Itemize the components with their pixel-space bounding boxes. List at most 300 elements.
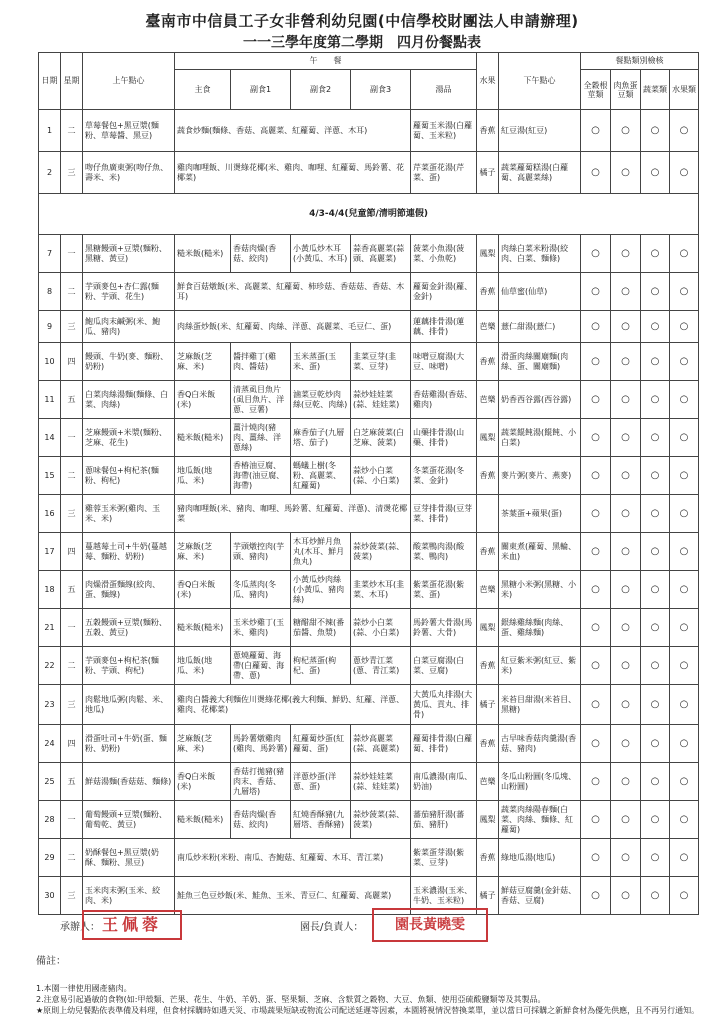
check-veg-cell: ○ (641, 343, 670, 381)
am-snack-cell: 芋頭麥包+杏仁露(麵粉、芋頭、花生) (83, 273, 175, 311)
side3-cell: 蒜炒娃娃菜(蒜、娃娃菜) (351, 763, 411, 801)
soup-cell: 蘿蔔排骨湯(白蘿蔔、排骨) (411, 725, 477, 763)
soup-cell: 蘿蔔玉米湯(白蘿蔔、玉米粒) (411, 110, 477, 152)
check-grain-cell: ○ (581, 343, 611, 381)
fruit-cell: 橘子 (477, 685, 499, 725)
check-protein-cell: ○ (611, 877, 641, 915)
holiday-cell: 4/3-4/4(兒童節/清明節連假) (39, 194, 699, 235)
col-lunch: 午 餐 (175, 53, 477, 70)
lunch-combined-cell: 豬肉咖哩飯(米、豬肉、咖哩、馬鈴薯、紅蘿蔔、洋蔥)、清燙花椰菜 (175, 495, 411, 533)
am-snack-cell: 蔥味餐包+枸杞茶(麵粉、枸杞) (83, 457, 175, 495)
fruit-cell: 香蕉 (477, 343, 499, 381)
date-cell: 28 (39, 801, 61, 839)
side3-cell: 白芝麻菠菜(白芝麻、菠菜) (351, 419, 411, 457)
main-cell: 糙米飯(糙米) (175, 419, 231, 457)
check-grain-cell: ○ (581, 763, 611, 801)
table-row (39, 381, 699, 419)
check-veg-cell: ○ (641, 763, 670, 801)
pm-snack-cell: 關東煮(蘿蔔、黑輪、米血) (499, 533, 581, 571)
check-veg-cell: ○ (641, 801, 670, 839)
am-snack-cell: 芋頭麥包+枸杞茶(麵粉、芋頭、枸杞) (83, 647, 175, 685)
side2-cell: 木耳炒鮮月魚丸(木耳、鮮月魚丸) (291, 533, 351, 571)
notes (36, 983, 706, 1016)
check-veg-cell: ○ (641, 235, 670, 273)
weekday-cell: 三 (61, 311, 83, 343)
remarks-label: 備註： (36, 956, 66, 967)
weekday-cell: 五 (61, 571, 83, 609)
side1-cell: 冬瓜蒸肉(冬瓜、豬肉) (231, 571, 291, 609)
fruit-cell: 香蕉 (477, 533, 499, 571)
table-row (39, 457, 699, 495)
weekday-cell: 三 (61, 152, 83, 194)
main-cell: 糙米飯(糙米) (175, 235, 231, 273)
pm-snack-cell: 紅豆紫米粥(紅豆、紫米) (499, 647, 581, 685)
check-veg-cell: ○ (641, 457, 670, 495)
side2-cell: 滷菜豆乾炒肉絲(豆乾、肉絲) (291, 381, 351, 419)
fruit-cell: 鳳梨 (477, 419, 499, 457)
table-row (39, 685, 699, 725)
date-cell: 24 (39, 725, 61, 763)
side2-cell: 紅燒香酥豬(九層塔、香酥豬) (291, 801, 351, 839)
check-fruitcat-cell: ○ (670, 495, 699, 533)
col-check: 餐點類別檢核 (581, 53, 699, 70)
am-snack-cell: 玉米肉末粥(玉米、絞肉、米) (83, 877, 175, 915)
soup-cell: 白菜豆腐湯(白菜、豆腐) (411, 647, 477, 685)
weekday-cell: 四 (61, 343, 83, 381)
check-veg-cell: ○ (641, 685, 670, 725)
soup-cell: 酸菜鴨肉湯(酸菜、鴨肉) (411, 533, 477, 571)
side1-cell: 香菇肉燥(香菇、絞肉) (231, 801, 291, 839)
date-cell: 17 (39, 533, 61, 571)
col-side3: 副食3 (351, 70, 411, 110)
weekday-cell: 三 (61, 877, 83, 915)
table-row (39, 609, 699, 647)
check-veg-cell: ○ (641, 495, 670, 533)
main-cell: 糙米飯(糙米) (175, 801, 231, 839)
date-cell: 1 (39, 110, 61, 152)
side3-cell: 蒜炒娃娃菜(蒜、娃娃菜) (351, 381, 411, 419)
fruit-cell: 芭樂 (477, 763, 499, 801)
check-fruitcat-cell: ○ (670, 235, 699, 273)
side1-cell: 蔥燒蘿蔔、海帶(白蘿蔔、海帶、蔥) (231, 647, 291, 685)
table-row (39, 110, 699, 152)
fruit-cell: 香蕉 (477, 273, 499, 311)
fruit-cell: 鳳梨 (477, 235, 499, 273)
check-fruitcat-cell: ○ (670, 381, 699, 419)
maker-stamp: 王佩蓉 (82, 910, 182, 940)
table-row (39, 273, 699, 311)
side1-cell: 醬拌雞丁(雞肉、醬菇) (231, 343, 291, 381)
fruit-cell: 鳳梨 (477, 801, 499, 839)
pm-snack-cell: 紅豆湯(紅豆) (499, 110, 581, 152)
weekday-cell: 四 (61, 533, 83, 571)
table-row (39, 647, 699, 685)
main-cell: 地瓜飯(地瓜、米) (175, 457, 231, 495)
side1-cell: 香椿油豆腐、海帶(油豆腐、海帶) (231, 457, 291, 495)
am-snack-cell: 草莓餐包+黑豆漿(麵粉、草莓醬、黑豆) (83, 110, 175, 152)
check-protein-cell: ○ (611, 839, 641, 877)
check-fruitcat-cell: ○ (670, 152, 699, 194)
check-veg-cell: ○ (641, 311, 670, 343)
soup-cell: 香菇雞湯(香菇、雞肉) (411, 381, 477, 419)
check-grain-cell: ○ (581, 533, 611, 571)
weekday-cell: 二 (61, 110, 83, 152)
check-fruitcat-cell: ○ (670, 419, 699, 457)
col-grain: 全穀根莖類 (581, 70, 611, 110)
soup-cell: 紫菜蛋芽湯(紫菜、豆芽) (411, 839, 477, 877)
main-cell: 香Q白米飯(米) (175, 381, 231, 419)
date-cell: 29 (39, 839, 61, 877)
fruit-cell: 芭樂 (477, 381, 499, 419)
soup-cell: 菠菜小魚湯(菠菜、小魚乾) (411, 235, 477, 273)
fruit-cell: 芭樂 (477, 311, 499, 343)
weekday-cell: 一 (61, 419, 83, 457)
check-protein-cell: ○ (611, 571, 641, 609)
pm-snack-cell: 蔬菜餛飩湯(餛飩、小白菜) (499, 419, 581, 457)
soup-cell: 馬鈴薯大骨湯(馬鈴薯、大骨) (411, 609, 477, 647)
side2-cell: 小黃瓜炒肉絲(小黃瓜、豬肉絲) (291, 571, 351, 609)
weekday-cell: 二 (61, 457, 83, 495)
side1-cell: 薑汁燒肉(豬肉、薑絲、洋蔥絲) (231, 419, 291, 457)
check-fruitcat-cell: ○ (670, 647, 699, 685)
check-protein-cell: ○ (611, 725, 641, 763)
director-stamp: 園長黃曉雯 (372, 908, 488, 942)
check-protein-cell: ○ (611, 419, 641, 457)
soup-cell: 芹菜蛋花湯(芹菜、蛋) (411, 152, 477, 194)
table-row (39, 801, 699, 839)
date-cell: 18 (39, 571, 61, 609)
check-veg-cell: ○ (641, 647, 670, 685)
check-fruitcat-cell: ○ (670, 343, 699, 381)
fruit-cell: 香蕉 (477, 839, 499, 877)
fruit-cell: 芭樂 (477, 571, 499, 609)
check-veg-cell: ○ (641, 725, 670, 763)
page-subtitle: 一一三學年度第二學期 四月份餐點表 (243, 35, 481, 51)
check-protein-cell: ○ (611, 533, 641, 571)
am-snack-cell: 饅頭、牛奶(麥、麵粉、奶粉) (83, 343, 175, 381)
soup-cell: 冬菜蛋花湯(冬菜、金針) (411, 457, 477, 495)
side1-cell: 馬鈴薯燉雞肉(雞肉、馬鈴薯) (231, 725, 291, 763)
main-cell: 香Q白米飯(米) (175, 763, 231, 801)
weekday-cell: 五 (61, 381, 83, 419)
weekday-cell: 四 (61, 725, 83, 763)
check-fruitcat-cell: ○ (670, 457, 699, 495)
check-grain-cell: ○ (581, 273, 611, 311)
check-protein-cell: ○ (611, 235, 641, 273)
side2-cell: 麻香茄子(九層塔、茄子) (291, 419, 351, 457)
check-fruitcat-cell: ○ (670, 685, 699, 725)
table-row (39, 311, 699, 343)
am-snack-cell: 奶酥餐包+黑豆漿(奶酥、麵粉、黑豆) (83, 839, 175, 877)
check-grain-cell: ○ (581, 839, 611, 877)
side1-cell: 香菇打拋豬(豬肉末、香菇、九層塔) (231, 763, 291, 801)
pm-snack-cell: 古早味香菇肉羹湯(香菇、豬肉) (499, 725, 581, 763)
lunch-combined-cell: 蔬食炒麵(麵條、香菇、高麗菜、紅蘿蔔、洋蔥、木耳) (175, 110, 411, 152)
page-title: 臺南市中信員工子女非營利幼兒園(中信學校財團法人申請辦理) (145, 12, 579, 30)
soup-cell: 蘿蔔金針湯(蘿、金針) (411, 273, 477, 311)
date-cell: 21 (39, 609, 61, 647)
pm-snack-cell: 米苔目甜湯(米苔目、黑糖) (499, 685, 581, 725)
soup-cell: 玉米濃湯(玉米、牛奶、玉米粒) (411, 877, 477, 915)
pm-snack-cell: 鮮菇豆腐羹(金針菇、香菇、豆腐) (499, 877, 581, 915)
am-snack-cell: 雞蓉玉米粥(雞肉、玉米、米) (83, 495, 175, 533)
check-veg-cell: ○ (641, 152, 670, 194)
table-row (39, 152, 699, 194)
pm-snack-cell: 冬瓜山粉圓(冬瓜塊、山粉圓) (499, 763, 581, 801)
weekday-cell: 二 (61, 839, 83, 877)
check-grain-cell: ○ (581, 381, 611, 419)
fruit-cell (477, 495, 499, 533)
soup-cell: 蕃茄豬肝湯(蕃茄、豬肝) (411, 801, 477, 839)
weekday-cell: 一 (61, 801, 83, 839)
holiday-row (39, 194, 699, 235)
side1-cell: 香菇肉燥(香菇、絞肉) (231, 235, 291, 273)
col-fruit-cat: 水果類 (670, 70, 699, 110)
col-side1: 副食1 (231, 70, 291, 110)
check-protein-cell: ○ (611, 457, 641, 495)
side2-cell: 紅蘿蔔炒蛋(紅蘿蔔、蛋) (291, 725, 351, 763)
main-cell: 芝麻飯(芝麻、米) (175, 343, 231, 381)
soup-cell: 南瓜濃湯(南瓜、奶油) (411, 763, 477, 801)
side3-cell: 蒜炒小白菜(蒜、小白菜) (351, 457, 411, 495)
side1-cell: 清蒸虱目魚片(虱目魚片、洋蔥、豆薯) (231, 381, 291, 419)
weekday-cell: 一 (61, 235, 83, 273)
soup-cell: 味噌豆腐湯(大豆、味噌) (411, 343, 477, 381)
check-fruitcat-cell: ○ (670, 311, 699, 343)
side1-cell: 芋頭燉控肉(芋頭、豬肉) (231, 533, 291, 571)
date-cell: 14 (39, 419, 61, 457)
col-am-snack: 上午點心 (83, 53, 175, 110)
weekday-cell: 三 (61, 495, 83, 533)
fruit-cell: 香蕉 (477, 457, 499, 495)
date-cell: 9 (39, 311, 61, 343)
check-grain-cell: ○ (581, 495, 611, 533)
col-weekday: 星期 (61, 53, 83, 110)
pm-snack-cell: 滑蛋肉絲關廟麵(肉絲、蛋、關廟麵) (499, 343, 581, 381)
soup-cell: 大黃瓜丸排湯(大黃瓜、貢丸、排骨) (411, 685, 477, 725)
table-header (39, 53, 699, 110)
check-protein-cell: ○ (611, 343, 641, 381)
col-protein: 肉魚蛋豆類 (611, 70, 641, 110)
am-snack-cell: 白菜肉絲湯麵(麵條、白菜、肉絲) (83, 381, 175, 419)
table-row (39, 533, 699, 571)
fruit-cell: 香蕉 (477, 647, 499, 685)
am-snack-cell: 五穀饅頭+豆漿(麵粉、五穀、黃豆) (83, 609, 175, 647)
lunch-combined-cell: 鮮食百菇燉飯(米、高麗菜、紅蘿蔔、柿珍菇、香菇菇、香菇、木耳) (175, 273, 411, 311)
check-protein-cell: ○ (611, 685, 641, 725)
lunch-combined-cell: 肉絲蛋炒飯(米、紅蘿蔔、肉絲、洋蔥、高麗菜、毛豆仁、蛋) (175, 311, 411, 343)
side2-cell: 玉米蒸蛋(玉米、蛋) (291, 343, 351, 381)
side3-cell: 蒜香高麗菜(蒜頭、高麗菜) (351, 235, 411, 273)
check-grain-cell: ○ (581, 235, 611, 273)
am-snack-cell: 蔓越莓土司+牛奶(蔓越莓、麵粉、奶粉) (83, 533, 175, 571)
fruit-cell: 橘子 (477, 152, 499, 194)
check-grain-cell: ○ (581, 647, 611, 685)
lunch-combined-cell: 鮭魚三色豆炒飯(米、鮭魚、玉米、青豆仁、紅蘿蔔、高麗菜) (175, 877, 411, 915)
check-protein-cell: ○ (611, 647, 641, 685)
check-grain-cell: ○ (581, 609, 611, 647)
side2-cell: 枸杞蒸蛋(枸杞、蛋) (291, 647, 351, 685)
check-veg-cell: ○ (641, 419, 670, 457)
table-row (39, 839, 699, 877)
table-row (39, 877, 699, 915)
check-veg-cell: ○ (641, 877, 670, 915)
am-snack-cell: 葡萄饅頭+豆漿(麵粉、葡萄乾、黃豆) (83, 801, 175, 839)
pm-snack-cell: 綠地瓜湯(地瓜) (499, 839, 581, 877)
am-snack-cell: 鮮菇湯麵(香菇菇、麵條) (83, 763, 175, 801)
check-veg-cell: ○ (641, 381, 670, 419)
check-protein-cell: ○ (611, 311, 641, 343)
side2-cell: 洋蔥炒蛋(洋蔥、蛋) (291, 763, 351, 801)
side3-cell: 蒜炒小白菜(蒜、小白菜) (351, 609, 411, 647)
main-cell: 芝麻飯(芝麻、米) (175, 725, 231, 763)
date-cell: 30 (39, 877, 61, 915)
main-cell: 地瓜飯(地瓜、米) (175, 647, 231, 685)
note-2: 2.注意易引起過敏的食物(如:甲殼類、芒果、花生、牛奶、羊奶、蛋、堅果類、芝麻、含麩質之穀物、大豆、魚類、使用亞硫酸鹽類等及其製品。 (36, 995, 546, 1004)
date-cell: 8 (39, 273, 61, 311)
side2-cell: 糖醋甜不辣(番茄醬、魚漿) (291, 609, 351, 647)
check-protein-cell: ○ (611, 152, 641, 194)
fruit-cell: 香蕉 (477, 110, 499, 152)
main-cell: 糙米飯(糙米) (175, 609, 231, 647)
check-fruitcat-cell: ○ (670, 533, 699, 571)
side3-cell: 蒜炒菠菜(蒜、菠菜) (351, 533, 411, 571)
date-cell: 23 (39, 685, 61, 725)
check-veg-cell: ○ (641, 273, 670, 311)
am-snack-cell: 肉鬆地瓜粥(肉鬆、米、地瓜) (83, 685, 175, 725)
side3-cell: 韭菜炒木耳(韭菜、木耳) (351, 571, 411, 609)
date-cell: 2 (39, 152, 61, 194)
side3-cell: 韭菜豆芽(韭菜、豆芽) (351, 343, 411, 381)
am-snack-cell: 黑糖饅頭+豆漿(麵粉、黑糖、黃豆) (83, 235, 175, 273)
pm-snack-cell: 銀絲雞絲麵(肉絲、蛋、雞絲麵) (499, 609, 581, 647)
director-label: 園長/負責人： (300, 922, 364, 933)
table-row (39, 495, 699, 533)
check-veg-cell: ○ (641, 609, 670, 647)
am-snack-cell: 肉燥滑蛋麵線(絞肉、蛋、麵線) (83, 571, 175, 609)
side3-cell: 蒜炒菠菜(蒜、菠菜) (351, 801, 411, 839)
side3-cell: 蔥炒青江菜(蔥、青江菜) (351, 647, 411, 685)
check-grain-cell: ○ (581, 571, 611, 609)
fruit-cell: 鳳梨 (477, 609, 499, 647)
col-date: 日期 (39, 53, 61, 110)
check-protein-cell: ○ (611, 110, 641, 152)
menu-table (38, 52, 699, 915)
col-soup: 湯品 (411, 70, 477, 110)
check-grain-cell: ○ (581, 152, 611, 194)
date-cell: 16 (39, 495, 61, 533)
check-veg-cell: ○ (641, 571, 670, 609)
date-cell: 10 (39, 343, 61, 381)
check-protein-cell: ○ (611, 495, 641, 533)
date-cell: 22 (39, 647, 61, 685)
check-fruitcat-cell: ○ (670, 571, 699, 609)
check-fruitcat-cell: ○ (670, 877, 699, 915)
check-protein-cell: ○ (611, 273, 641, 311)
am-snack-cell: 鮑瓜肉末鹹粥(米、鮑瓜、豬肉) (83, 311, 175, 343)
col-fruit: 水果 (477, 53, 499, 110)
col-pm-snack: 下午點心 (499, 53, 581, 110)
pm-snack-cell: 茶葉蛋+蘋果(蛋) (499, 495, 581, 533)
check-fruitcat-cell: ○ (670, 273, 699, 311)
check-protein-cell: ○ (611, 801, 641, 839)
table-row (39, 235, 699, 273)
check-fruitcat-cell: ○ (670, 110, 699, 152)
table-row (39, 343, 699, 381)
pm-snack-cell: 蔬菜肉絲陽春麵(白菜、肉絲、麵條、紅蘿蔔) (499, 801, 581, 839)
main-cell: 芝麻飯(芝麻、米) (175, 533, 231, 571)
check-protein-cell: ○ (611, 381, 641, 419)
check-grain-cell: ○ (581, 110, 611, 152)
lunch-combined-cell: 雞肉咖哩飯、川燙綠花椰(米、雞肉、咖哩、紅蘿蔔、馬鈴薯、花椰菜) (175, 152, 411, 194)
note-3: ★原則上幼兒餐點依表準備及料理，但食材採購時如遇天災、市場蔬果短缺或物流公司配送延遲等因素，本園將視情況替換菜單，並以當日可採購之新鮮食材為優先供應，且不再另行通知。 (36, 1006, 700, 1015)
check-veg-cell: ○ (641, 533, 670, 571)
check-grain-cell: ○ (581, 877, 611, 915)
table-row (39, 725, 699, 763)
am-snack-cell: 芝麻饅頭+米漿(麵粉、芝麻、花生) (83, 419, 175, 457)
date-cell: 11 (39, 381, 61, 419)
col-side2: 副食2 (291, 70, 351, 110)
check-fruitcat-cell: ○ (670, 801, 699, 839)
date-cell: 7 (39, 235, 61, 273)
check-grain-cell: ○ (581, 685, 611, 725)
pm-snack-cell: 蔬菜蘿蔔糕湯(白蘿蔔、高麗菜絲) (499, 152, 581, 194)
pm-snack-cell: 奶香西谷露(西谷露) (499, 381, 581, 419)
check-fruitcat-cell: ○ (670, 763, 699, 801)
fruit-cell: 香蕉 (477, 725, 499, 763)
date-cell: 15 (39, 457, 61, 495)
weekday-cell: 一 (61, 609, 83, 647)
check-fruitcat-cell: ○ (670, 725, 699, 763)
am-snack-cell: 滑蛋吐司+牛奶(蛋、麵粉、奶粉) (83, 725, 175, 763)
pm-snack-cell: 黑糖小米粥(黑糖、小米) (499, 571, 581, 609)
note-1: 1.本園一律使用國產豬肉。 (36, 984, 132, 993)
table-row (39, 419, 699, 457)
side3-cell: 蒜炒高麗菜(蒜、高麗菜) (351, 725, 411, 763)
check-grain-cell: ○ (581, 311, 611, 343)
weekday-cell: 三 (61, 685, 83, 725)
col-veg: 蔬菜類 (641, 70, 670, 110)
main-cell: 香Q白米飯(米) (175, 571, 231, 609)
pm-snack-cell: 仙草蜜(仙草) (499, 273, 581, 311)
soup-cell: 豆芽排骨湯(豆芽菜、排骨) (411, 495, 477, 533)
weekday-cell: 二 (61, 647, 83, 685)
am-snack-cell: 吻仔魚廣東粥(吻仔魚、壽米、米) (83, 152, 175, 194)
date-cell: 25 (39, 763, 61, 801)
check-fruitcat-cell: ○ (670, 609, 699, 647)
check-grain-cell: ○ (581, 457, 611, 495)
check-veg-cell: ○ (641, 110, 670, 152)
check-grain-cell: ○ (581, 419, 611, 457)
table-body (39, 110, 699, 915)
maker-label: 承辦人： (60, 922, 100, 933)
check-protein-cell: ○ (611, 609, 641, 647)
soup-cell: 山藥排骨湯(山藥、排骨) (411, 419, 477, 457)
soup-cell: 紫菜蛋花湯(紫菜、蛋) (411, 571, 477, 609)
weekday-cell: 二 (61, 273, 83, 311)
check-grain-cell: ○ (581, 801, 611, 839)
pm-snack-cell: 薏仁甜湯(薏仁) (499, 311, 581, 343)
soup-cell: 蓮藕排骨湯(蓮藕、排骨) (411, 311, 477, 343)
check-protein-cell: ○ (611, 763, 641, 801)
side1-cell: 玉米炒雞丁(玉米、雞肉) (231, 609, 291, 647)
fruit-cell: 橘子 (477, 877, 499, 915)
check-veg-cell: ○ (641, 839, 670, 877)
table-row (39, 763, 699, 801)
side2-cell: 小黃瓜炒木耳(小黃瓜、木耳) (291, 235, 351, 273)
side2-cell: 螞蟻上樹(冬粉、高麗菜、紅蘿蔔) (291, 457, 351, 495)
check-fruitcat-cell: ○ (670, 839, 699, 877)
